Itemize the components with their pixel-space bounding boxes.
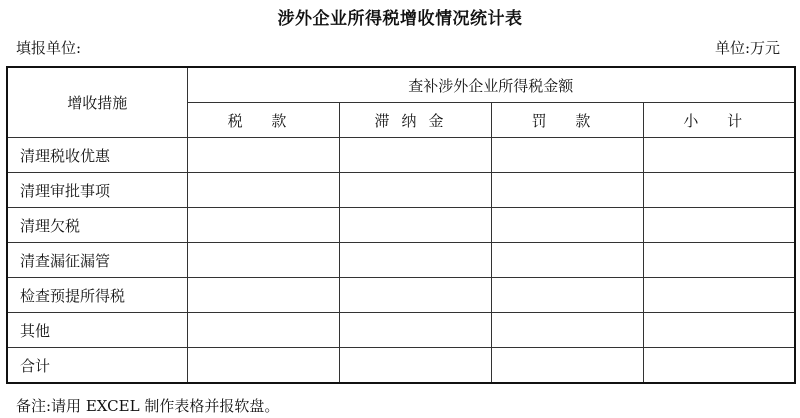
table-row (7, 173, 795, 208)
table-cell (491, 208, 643, 243)
table-cell (643, 313, 795, 348)
group-header-amount: 查补涉外企业所得税金额 (187, 67, 795, 103)
fill-unit-label: 填报单位: (16, 39, 82, 57)
table-cell (339, 348, 491, 384)
table-cell (187, 208, 339, 243)
table-cell (491, 348, 643, 384)
table-row (7, 313, 795, 348)
column-header-tax: 税 款 (187, 103, 339, 138)
table-cell (491, 243, 643, 278)
table-row (7, 208, 795, 243)
statistics-table (6, 66, 796, 384)
row-label: 清理审批事项 (7, 173, 187, 208)
table-cell (187, 313, 339, 348)
table-cell (491, 138, 643, 173)
table-cell (339, 243, 491, 278)
table-cell (339, 173, 491, 208)
table-cell (643, 243, 795, 278)
column-header-fine: 罚 款 (491, 103, 643, 138)
footnote: 备注:请用 EXCEL 制作表格并报软盘。 (16, 397, 280, 415)
table-cell (187, 278, 339, 313)
table-row (7, 243, 795, 278)
table-cell (339, 313, 491, 348)
table-cell (339, 278, 491, 313)
page-title: 涉外企业所得税增收情况统计表 (277, 9, 523, 29)
column-header-subtotal: 小 计 (643, 103, 795, 138)
table-cell (643, 278, 795, 313)
row-label: 清查漏征漏管 (7, 243, 187, 278)
table-cell (643, 208, 795, 243)
row-label: 清理欠税 (7, 208, 187, 243)
row-header-measures: 增收措施 (7, 67, 187, 138)
table-cell (491, 173, 643, 208)
table-cell (339, 208, 491, 243)
table-cell (187, 173, 339, 208)
table-cell (491, 313, 643, 348)
unit-label: 单位:万元 (714, 39, 780, 57)
table-cell (187, 243, 339, 278)
table-cell (491, 278, 643, 313)
row-label: 清理税收优惠 (7, 138, 187, 173)
table-row-total (7, 348, 795, 384)
row-label: 合计 (7, 348, 187, 384)
table-cell (187, 138, 339, 173)
table-cell (643, 138, 795, 173)
column-header-late-fee: 滞纳金 (339, 103, 491, 138)
table-cell (643, 173, 795, 208)
row-label: 其他 (7, 313, 187, 348)
table-row (7, 278, 795, 313)
table-row (7, 138, 795, 173)
table-cell (643, 348, 795, 384)
row-label: 检查预提所得税 (7, 278, 187, 313)
table-cell (339, 138, 491, 173)
table-cell (187, 348, 339, 384)
